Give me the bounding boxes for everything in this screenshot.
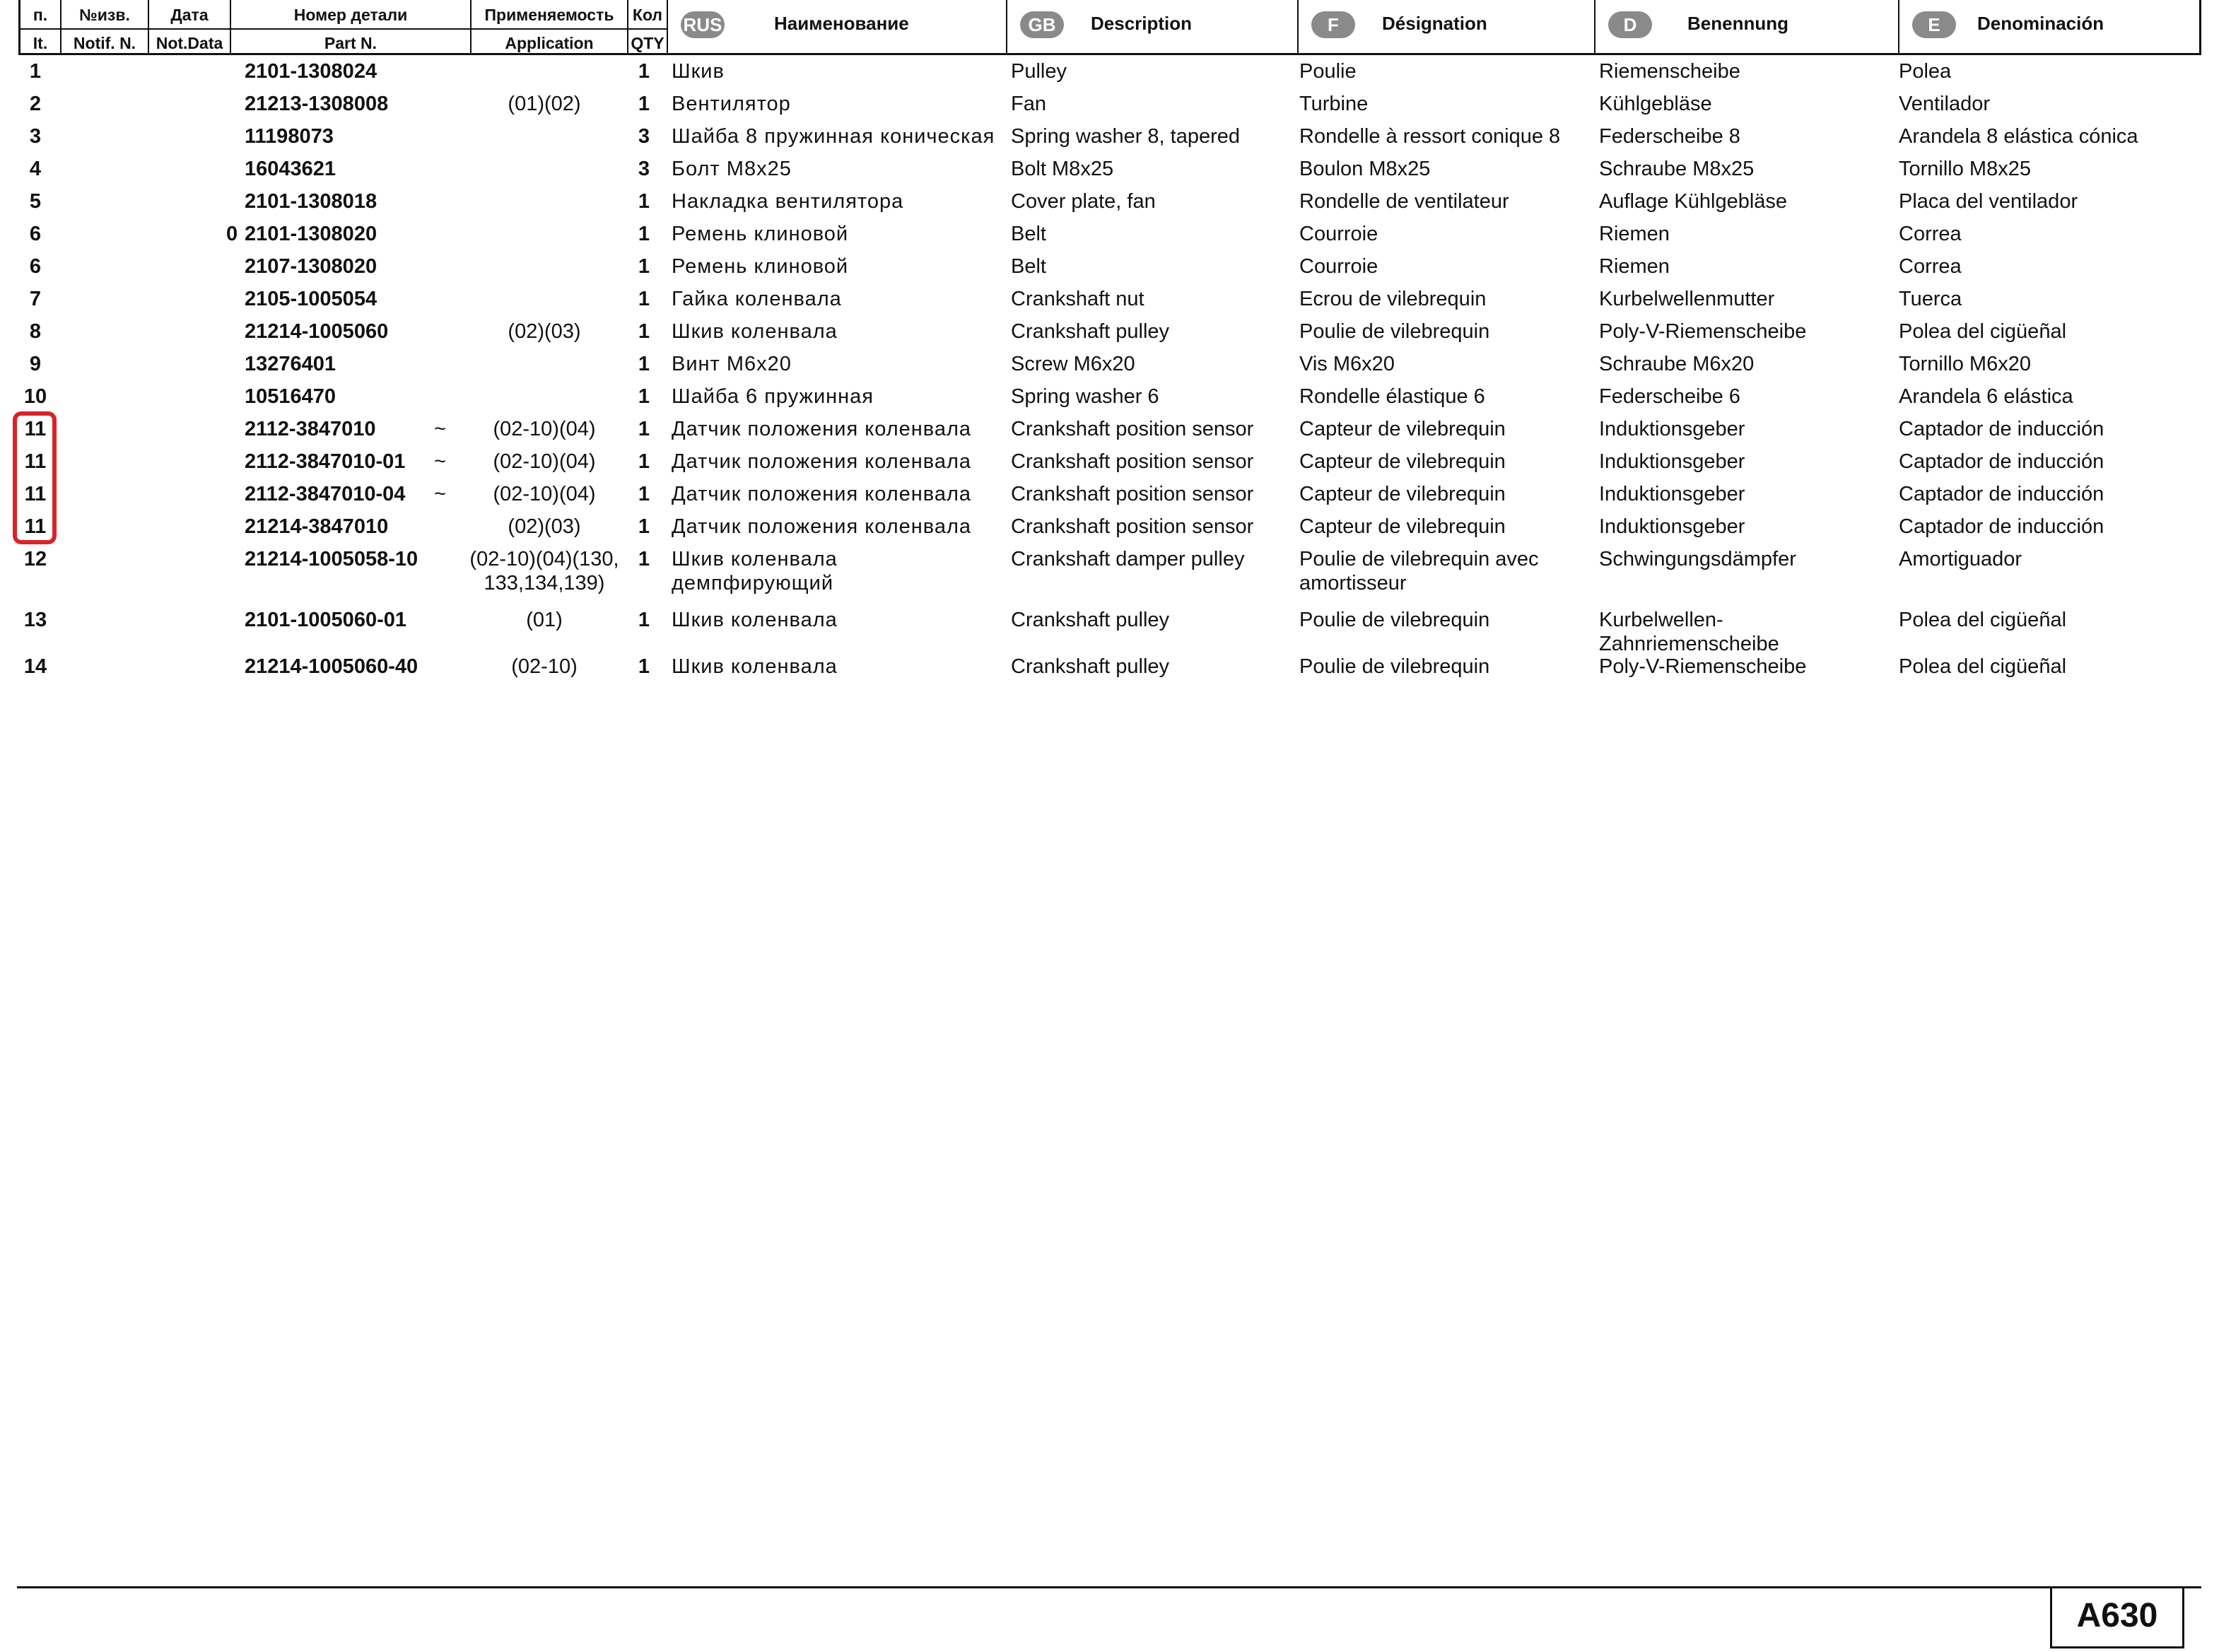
lang-badge-gb: GB — [1020, 11, 1064, 38]
header-qty-ru: Кол — [632, 6, 663, 24]
cell-fr: Courroie — [1299, 255, 1378, 278]
cell-gb: Cover plate, fan — [1011, 190, 1156, 213]
header-application-column — [470, 0, 627, 55]
cell-fr: Poulie de vilebrequin avec — [1299, 548, 1539, 570]
cell-gb: Crankshaft nut — [1011, 288, 1144, 310]
cell-gb: Bolt M8x25 — [1011, 158, 1114, 180]
header-lang-d — [1594, 0, 1898, 55]
cell-gb: Screw M6x20 — [1011, 353, 1135, 375]
cell-fr: Vis M6x20 — [1299, 353, 1395, 375]
table-row — [0, 157, 2231, 188]
cell-it: 3 — [29, 125, 42, 148]
table-row — [0, 385, 2231, 416]
header-part-ru: Номер детали — [293, 6, 408, 24]
cell-fr: Boulon M8x25 — [1299, 158, 1431, 180]
table-row — [0, 59, 2231, 90]
cell-de: Poly-V-Riemenscheibe — [1599, 320, 1807, 343]
header-application-en: Application — [472, 28, 627, 57]
cell-es: Amortiguador — [1899, 548, 2022, 570]
header-lang-e — [1898, 0, 2203, 55]
table-row — [0, 189, 2231, 221]
cell-it: 11 — [24, 483, 47, 505]
cell-qty: 1 — [638, 385, 650, 408]
cell-fr: Rondelle de ventilateur — [1299, 190, 1509, 213]
cell-fr: Courroie — [1299, 223, 1378, 245]
cell-gb: Crankshaft position sensor — [1011, 418, 1254, 440]
cell-it: 11 — [24, 515, 47, 538]
cell-es: Polea — [1899, 60, 1952, 83]
cell-ru: Винт M6x20 — [672, 353, 792, 375]
cell-it: 11 — [24, 450, 47, 473]
cell-qty: 1 — [638, 483, 650, 505]
cell-es: Placa del ventilador — [1899, 190, 2078, 213]
lang-badge-rus: RUS — [681, 11, 725, 38]
header-date-column — [148, 0, 230, 55]
cell-qty: 1 — [638, 255, 650, 278]
cell-qty: 1 — [638, 609, 650, 631]
cell-app: (02-10)(04)(130, — [469, 548, 619, 570]
cell-qty: 3 — [638, 158, 650, 180]
cell-fr: Ecrou de vilebrequin — [1299, 288, 1487, 310]
cell-tilde: ~ — [434, 418, 446, 440]
lang-label-e: Denominación — [1977, 13, 2104, 34]
lang-label-d: Benennung — [1687, 13, 1788, 34]
cell-ru: Датчик положения коленвала — [672, 515, 972, 538]
table-header — [18, 0, 2201, 55]
lang-label-rus: Наименование — [774, 13, 909, 34]
cell-part: 2101-1308020 — [245, 223, 377, 245]
cell-gb: Belt — [1011, 223, 1046, 245]
cell-qty: 1 — [638, 93, 650, 115]
cell-app: (02)(03) — [508, 515, 581, 538]
cell-gb: Crankshaft pulley — [1011, 320, 1170, 343]
cell-part: 21214-3847010 — [245, 515, 389, 538]
cell-gb: Pulley — [1011, 60, 1067, 83]
cell-qty: 1 — [638, 515, 650, 538]
cell-it: 4 — [29, 158, 42, 180]
cell-qty: 1 — [638, 223, 650, 245]
cell-ru: Вентилятор — [672, 93, 791, 115]
cell-de: Schwingungsdämpfer — [1599, 548, 1796, 570]
cell-es: Correa — [1899, 223, 1962, 245]
cell-part: 2101-1005060-01 — [245, 609, 406, 631]
table-row — [0, 482, 2231, 513]
cell-de: Schraube M6x20 — [1599, 353, 1755, 375]
cell-part: 21213-1308008 — [245, 93, 389, 115]
cell-gb: Crankshaft position sensor — [1011, 515, 1254, 538]
header-qty-column — [627, 0, 667, 55]
cell-es: Tornillo M8x25 — [1899, 158, 2031, 180]
cell-ru: Накладка вентилятора — [672, 190, 904, 213]
cell-part: 2112-3847010-04 — [245, 483, 406, 505]
cell-de: Poly-V-Riemenscheibe — [1599, 655, 1807, 678]
cell-de: Federscheibe 6 — [1599, 385, 1740, 408]
header-qty-en: QTY — [628, 28, 667, 57]
table-row — [0, 655, 2231, 686]
header-lang-rus — [667, 0, 1006, 55]
cell-ru: Болт M8x25 — [672, 158, 792, 180]
cell-fr: Capteur de vilebrequin — [1299, 515, 1506, 538]
cell-de: Induktionsgeber — [1599, 450, 1745, 473]
header-date-en: Not.Data — [149, 28, 230, 57]
cell-fr: Turbine — [1299, 93, 1369, 115]
cell-part: 2107-1308020 — [245, 255, 377, 278]
table-row — [0, 547, 2231, 594]
cell-fr: Poulie — [1299, 60, 1357, 83]
table-row — [0, 515, 2231, 546]
cell-fr: Capteur de vilebrequin — [1299, 483, 1506, 505]
cell-de: Schraube M8x25 — [1599, 158, 1755, 180]
cell-fr-continued: amortisseur — [1299, 572, 1407, 594]
cell-de: Kurbelwellenmutter — [1599, 288, 1775, 310]
cell-fr: Poulie de vilebrequin — [1299, 320, 1490, 343]
cell-gb: Crankshaft position sensor — [1011, 450, 1254, 473]
cell-notif: 0 — [226, 223, 238, 245]
cell-es: Tuerca — [1899, 288, 1962, 310]
cell-es: Arandela 8 elástica cónica — [1899, 125, 2138, 148]
cell-es: Captador de inducción — [1899, 483, 2104, 505]
cell-fr: Rondelle à ressort conique 8 — [1299, 125, 1561, 148]
lang-badge-d: D — [1608, 11, 1652, 38]
cell-ru: Шкив коленвала — [672, 655, 838, 678]
header-lang-gb — [1006, 0, 1297, 55]
cell-de: Riemenscheibe — [1599, 60, 1740, 83]
table-row — [0, 450, 2231, 481]
header-notif-column — [60, 0, 148, 55]
cell-es: Ventilador — [1899, 93, 1990, 115]
cell-part: 2112-3847010 — [245, 418, 376, 440]
cell-part: 21214-1005060-40 — [245, 655, 418, 678]
cell-fr: Capteur de vilebrequin — [1299, 418, 1506, 440]
footer-rule — [17, 1586, 2201, 1588]
cell-it: 6 — [29, 255, 42, 278]
cell-it: 11 — [24, 418, 47, 440]
cell-ru: Шкив коленвала — [672, 320, 838, 343]
cell-ru: Шайба 8 пружинная коническая — [672, 125, 995, 148]
cell-de-continued: Zahnriemenscheibe — [1599, 633, 1779, 655]
cell-qty: 1 — [638, 190, 650, 213]
cell-it: 7 — [29, 288, 42, 310]
cell-part: 21214-1005058-10 — [245, 548, 418, 570]
cell-it: 2 — [29, 93, 42, 115]
cell-ru: Шкив коленвала — [672, 609, 838, 631]
header-item-en: It. — [21, 28, 60, 57]
cell-it: 10 — [23, 385, 47, 408]
cell-qty: 1 — [638, 288, 650, 310]
cell-fr: Capteur de vilebrequin — [1299, 450, 1506, 473]
cell-gb: Spring washer 6 — [1011, 385, 1159, 408]
cell-part: 13276401 — [245, 353, 336, 375]
header-item-ru: п. — [33, 6, 48, 24]
cell-gb: Belt — [1011, 255, 1046, 278]
cell-fr: Poulie de vilebrequin — [1299, 609, 1490, 631]
table-row — [0, 608, 2231, 655]
cell-ru: Датчик положения коленвала — [672, 483, 972, 505]
cell-app: (02-10)(04) — [493, 418, 596, 440]
cell-qty: 1 — [638, 450, 650, 473]
cell-part: 2105-1005054 — [245, 288, 377, 310]
cell-de: Federscheibe 8 — [1599, 125, 1740, 148]
cell-ru-continued: демпфирующий — [672, 572, 834, 594]
cell-es: Captador de inducción — [1899, 450, 2104, 473]
cell-ru: Шайба 6 пружинная — [672, 385, 874, 408]
cell-part: 10516470 — [245, 385, 336, 408]
cell-it: 12 — [23, 548, 47, 570]
cell-it: 9 — [29, 353, 42, 375]
cell-it: 14 — [23, 655, 47, 678]
cell-app: (02-10)(04) — [493, 450, 596, 473]
cell-qty: 1 — [638, 353, 650, 375]
header-lang-f — [1297, 0, 1594, 55]
cell-de: Induktionsgeber — [1599, 483, 1745, 505]
cell-app: (02-10) — [511, 655, 578, 678]
cell-part: 11198073 — [245, 125, 334, 148]
cell-app: (02)(03) — [508, 320, 581, 343]
cell-ru: Гайка коленвала — [672, 288, 842, 310]
table-row — [0, 287, 2231, 318]
cell-part: 2112-3847010-01 — [245, 450, 406, 473]
cell-ru: Датчик положения коленвала — [672, 418, 972, 440]
cell-qty: 3 — [638, 125, 650, 148]
header-notif-en: Notif. N. — [62, 28, 148, 57]
cell-it: 1 — [29, 60, 42, 83]
cell-app: (01) — [526, 609, 563, 631]
cell-ru: Ремень клиновой — [672, 255, 849, 278]
cell-ru: Шкив — [672, 60, 725, 83]
cell-gb: Spring washer 8, tapered — [1011, 125, 1241, 148]
cell-de: Auflage Kühlgebläse — [1599, 190, 1788, 213]
cell-es: Arandela 6 elástica — [1899, 385, 2073, 408]
table-row — [0, 124, 2231, 156]
cell-gb: Crankshaft pulley — [1011, 655, 1170, 678]
table-row — [0, 320, 2231, 351]
cell-ru: Ремень клиновой — [672, 223, 849, 245]
header-notif-ru: №изв. — [79, 6, 130, 24]
cell-de: Kühlgebläse — [1599, 93, 1712, 115]
item-11-highlight — [13, 411, 57, 544]
cell-de: Kurbelwellen- — [1599, 609, 1723, 631]
cell-es: Captador de inducción — [1899, 418, 2104, 440]
cell-de: Riemen — [1599, 255, 1670, 278]
cell-fr: Poulie de vilebrequin — [1299, 655, 1490, 678]
cell-qty: 1 — [638, 60, 650, 83]
header-date-ru: Дата — [170, 6, 209, 24]
cell-es: Polea del cigüeñal — [1899, 320, 2067, 343]
header-application-ru: Применяемость — [484, 6, 614, 24]
cell-part: 16043621 — [245, 158, 336, 180]
cell-gb: Crankshaft damper pulley — [1011, 548, 1245, 570]
cell-gb: Crankshaft pulley — [1011, 609, 1170, 631]
cell-it: 8 — [29, 320, 42, 343]
cell-part: 21214-1005060 — [245, 320, 389, 343]
cell-gb: Fan — [1011, 93, 1046, 115]
cell-fr: Rondelle élastique 6 — [1299, 385, 1485, 408]
cell-de: Riemen — [1599, 223, 1670, 245]
cell-tilde: ~ — [434, 483, 446, 505]
cell-de: Induktionsgeber — [1599, 515, 1745, 538]
page-code: A630 — [2050, 1588, 2184, 1648]
table-row — [0, 352, 2231, 383]
lang-badge-e: E — [1912, 11, 1956, 38]
cell-app-continued: 133,134,139) — [484, 572, 605, 594]
cell-app: (02-10)(04) — [493, 483, 596, 505]
lang-label-gb: Description — [1091, 13, 1193, 34]
cell-part: 2101-1308018 — [245, 190, 377, 213]
header-part-column — [230, 0, 470, 55]
table-row — [0, 254, 2231, 286]
cell-es: Polea del cigüeñal — [1899, 609, 2067, 631]
cell-gb: Crankshaft position sensor — [1011, 483, 1254, 505]
cell-ru: Шкив коленвала — [672, 548, 838, 570]
cell-it: 13 — [23, 609, 47, 631]
header-item-column — [21, 0, 60, 55]
cell-qty: 1 — [638, 320, 650, 343]
table-row — [0, 92, 2231, 123]
cell-app: (01)(02) — [508, 93, 581, 115]
cell-it: 5 — [29, 190, 42, 213]
lang-badge-f: F — [1311, 11, 1355, 38]
cell-part: 2101-1308024 — [245, 60, 377, 83]
cell-tilde: ~ — [434, 450, 446, 473]
cell-es: Captador de inducción — [1899, 515, 2104, 538]
cell-ru: Датчик положения коленвала — [672, 450, 972, 473]
cell-qty: 1 — [638, 655, 650, 678]
cell-de: Induktionsgeber — [1599, 418, 1745, 440]
cell-it: 6 — [29, 223, 42, 245]
cell-es: Correa — [1899, 255, 1962, 278]
table-row — [0, 222, 2231, 253]
cell-es: Polea del cigüeñal — [1899, 655, 2067, 678]
table-row — [0, 417, 2231, 448]
lang-label-f: Désignation — [1382, 13, 1487, 34]
cell-qty: 1 — [638, 418, 650, 440]
cell-qty: 1 — [638, 548, 650, 570]
cell-es: Tornillo M6x20 — [1899, 353, 2031, 375]
header-part-en: Part N. — [231, 28, 470, 57]
